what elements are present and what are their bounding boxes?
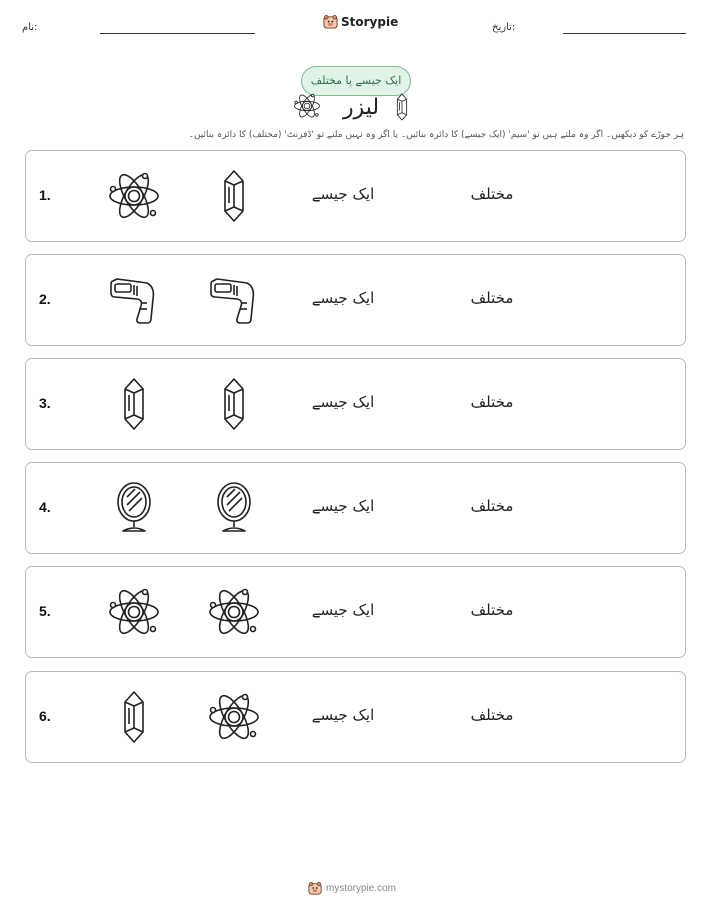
crystal-icon bbox=[207, 169, 261, 223]
question-row bbox=[25, 358, 686, 450]
same-option[interactable]: ایک جیسے bbox=[311, 706, 375, 724]
different-option[interactable]: مختلف bbox=[470, 289, 514, 307]
name-label: نام: bbox=[22, 22, 38, 33]
brand-logo bbox=[323, 14, 398, 29]
name-line[interactable] bbox=[100, 33, 255, 34]
worksheet-badge: ایک جیسے یا مختلف bbox=[301, 66, 411, 96]
question-number: 6. bbox=[39, 708, 51, 724]
same-option[interactable]: ایک جیسے bbox=[311, 185, 375, 203]
different-option[interactable]: مختلف bbox=[470, 706, 514, 724]
crystal-icon bbox=[107, 377, 161, 431]
footer bbox=[308, 881, 396, 895]
bear-logo-icon bbox=[323, 14, 338, 29]
question-number: 4. bbox=[39, 499, 51, 515]
mirror-icon bbox=[207, 481, 261, 535]
instructions: ہر جوڑے کو دیکھیں۔ اگر وہ ملتے ہیں تو 'سیم' (ایک جیسے) کا دائرہ بنائیں۔ یا اگر وہ نہیں ملتے تو 'ڈفرنٹ' (مختلف) کا دائرہ بنائیں۔ bbox=[188, 130, 684, 140]
different-option[interactable]: مختلف bbox=[470, 497, 514, 515]
atom-icon bbox=[107, 585, 161, 639]
same-option[interactable]: ایک جیسے bbox=[311, 393, 375, 411]
different-option[interactable]: مختلف bbox=[470, 393, 514, 411]
different-option[interactable]: مختلف bbox=[470, 601, 514, 619]
crystal-icon bbox=[107, 690, 161, 744]
question-row bbox=[25, 254, 686, 346]
bear-logo-icon bbox=[308, 881, 322, 895]
same-option[interactable]: ایک جیسے bbox=[311, 601, 375, 619]
question-number: 2. bbox=[39, 291, 51, 307]
date-line[interactable] bbox=[563, 33, 686, 34]
question-number: 5. bbox=[39, 603, 51, 619]
question-row bbox=[25, 150, 686, 242]
question-row bbox=[25, 671, 686, 763]
mirror-icon bbox=[107, 481, 161, 535]
different-option[interactable]: مختلف bbox=[470, 185, 514, 203]
question-row bbox=[25, 462, 686, 554]
worksheet-title: لیزر bbox=[342, 95, 380, 120]
barcode-scanner-icon bbox=[107, 273, 161, 327]
brand-name: Storypie bbox=[341, 14, 399, 29]
barcode-scanner-icon bbox=[207, 273, 261, 327]
same-option[interactable]: ایک جیسے bbox=[311, 289, 375, 307]
atom-icon bbox=[107, 169, 161, 223]
crystal-icon bbox=[388, 91, 416, 123]
atom-icon bbox=[207, 690, 261, 744]
footer-site[interactable]: mystorypie.com bbox=[326, 882, 397, 894]
question-number: 3. bbox=[39, 395, 51, 411]
question-row bbox=[25, 566, 686, 658]
same-option[interactable]: ایک جیسے bbox=[311, 497, 375, 515]
crystal-icon bbox=[207, 377, 261, 431]
atom-icon bbox=[293, 92, 321, 120]
question-number: 1. bbox=[39, 187, 51, 203]
date-label: تاریخ: bbox=[492, 22, 516, 33]
atom-icon bbox=[207, 585, 261, 639]
